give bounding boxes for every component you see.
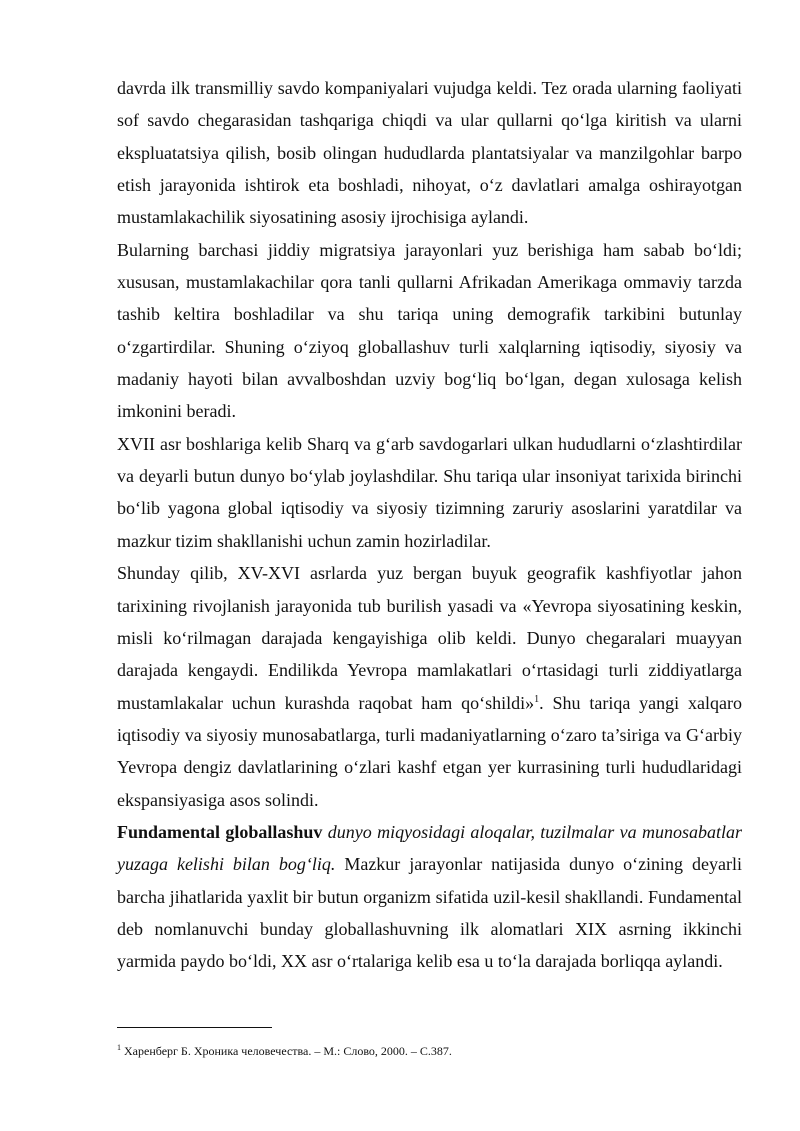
footnote <box>117 1040 742 1059</box>
footnote-text: Харенберг Б. Хроника человечества. – М.: Слово, 2000. – С.387. <box>121 1044 452 1058</box>
paragraph-2: Bularning barchasi jiddiy migratsiya jarayonlari yuz berishiga ham sabab bo‘ldi; xususan, mustamlakachilar qora tanli qullarni Afrikadan Amerikaga ommaviy tarzda tashib keltira boshladilar va shu tariqa uning demografik tarkibini butunlay o‘zgartirdilar. Shuning o‘ziyoq globallashuv turli xalqlarning iqtisodiy, siyosiy va madaniy hayoti bilan avvalboshdan uzviy bog‘liq bo‘lgan, degan xulosaga kelish imkonini beradi. <box>117 239 742 422</box>
footnote-separator <box>117 1027 272 1028</box>
footnote-reference[interactable]: 1 <box>534 693 540 705</box>
paragraph-4-text: Shunday qilib, XV-XVI asrlarda yuz bergan buyuk geografik kashfiyotlar jahon tarixining rivojlanish jarayonida tub burilish yasadi va «Yevropa siyosatining keskin, misli ko‘rilmagan darajada kengayishiga olib keldi. Dunyo chegaralari muayyan darajada kengaydi. Endilikda Yevropa mamlakatlari o‘rtasidagi turli ziddiyatlarga mustamlakalar uchun kurashda raqobat ham qo‘shildi» <box>117 563 742 713</box>
paragraph-4 <box>117 557 742 816</box>
footnote-number: 1 <box>117 1043 121 1052</box>
paragraph-4-continuation: . Shu tariqa yangi xalqaro iqtisodiy va siyosiy munosabatlarga, turli madaniyatlarning o‘zaro ta’siriga va G‘arbiy Yevropa dengiz davlatlarining o‘zlari kashf etgan yer kurrasining turli hududlaridagi ekspansiyasiga asos solindi. <box>117 692 742 810</box>
definition-italic: dunyo miqyosidagi aloqalar, tuzilmalar va munosabatlar yuzaga kelishi bilan bog‘liq. <box>117 821 742 875</box>
term-bold: Fundamental globallashuv <box>117 821 323 842</box>
paragraph-5 <box>117 816 742 978</box>
paragraph-5-text: Mazkur jarayonlar natijasida dunyo o‘zining deyarli barcha jihatlarida yaxlit bir butun organizm sifatida uzil-kesil shakllandi. Fundamental deb nomlanuvchi bunday globallashuvning ilk alomatlari XIX asrning ikkinchi yarmida paydo bo‘ldi, XX asr o‘rtalariga kelib esa u to‘la darajada borliqqa aylandi. <box>117 854 742 972</box>
main-text <box>117 72 742 978</box>
paragraph-1: davrda ilk transmilliy savdo kompaniyalari vujudga keldi. Tez orada ularning faoliyati sof savdo chegarasidan tashqariga chiqdi va ular qullarni qo‘lga kiritish va ularni ekspluatatsiya qilish, bosib olingan hududlarda plantatsiyalar va manzilgohlar barpo etish jarayonida ishtirok eta boshladi, nihoyat, o‘z davlatlari amalga oshirayotgan mustamlakachilik siyosatining asosiy ijrochisiga aylandi. <box>117 78 742 228</box>
paragraph-3: XVII asr boshlariga kelib Sharq va g‘arb savdogarlari ulkan hududlarni o‘zlashtirdilar va deyarli butun dunyo bo‘ylab joylashdilar. Shu tariqa ular insoniyat tarixida birinchi bo‘lib yagona global iqtisodiy va siyosiy tizimning zaruriy asoslarini yaratdilar va mazkur tizim shakllanishi uchun zamin hozirladilar. <box>117 433 742 551</box>
